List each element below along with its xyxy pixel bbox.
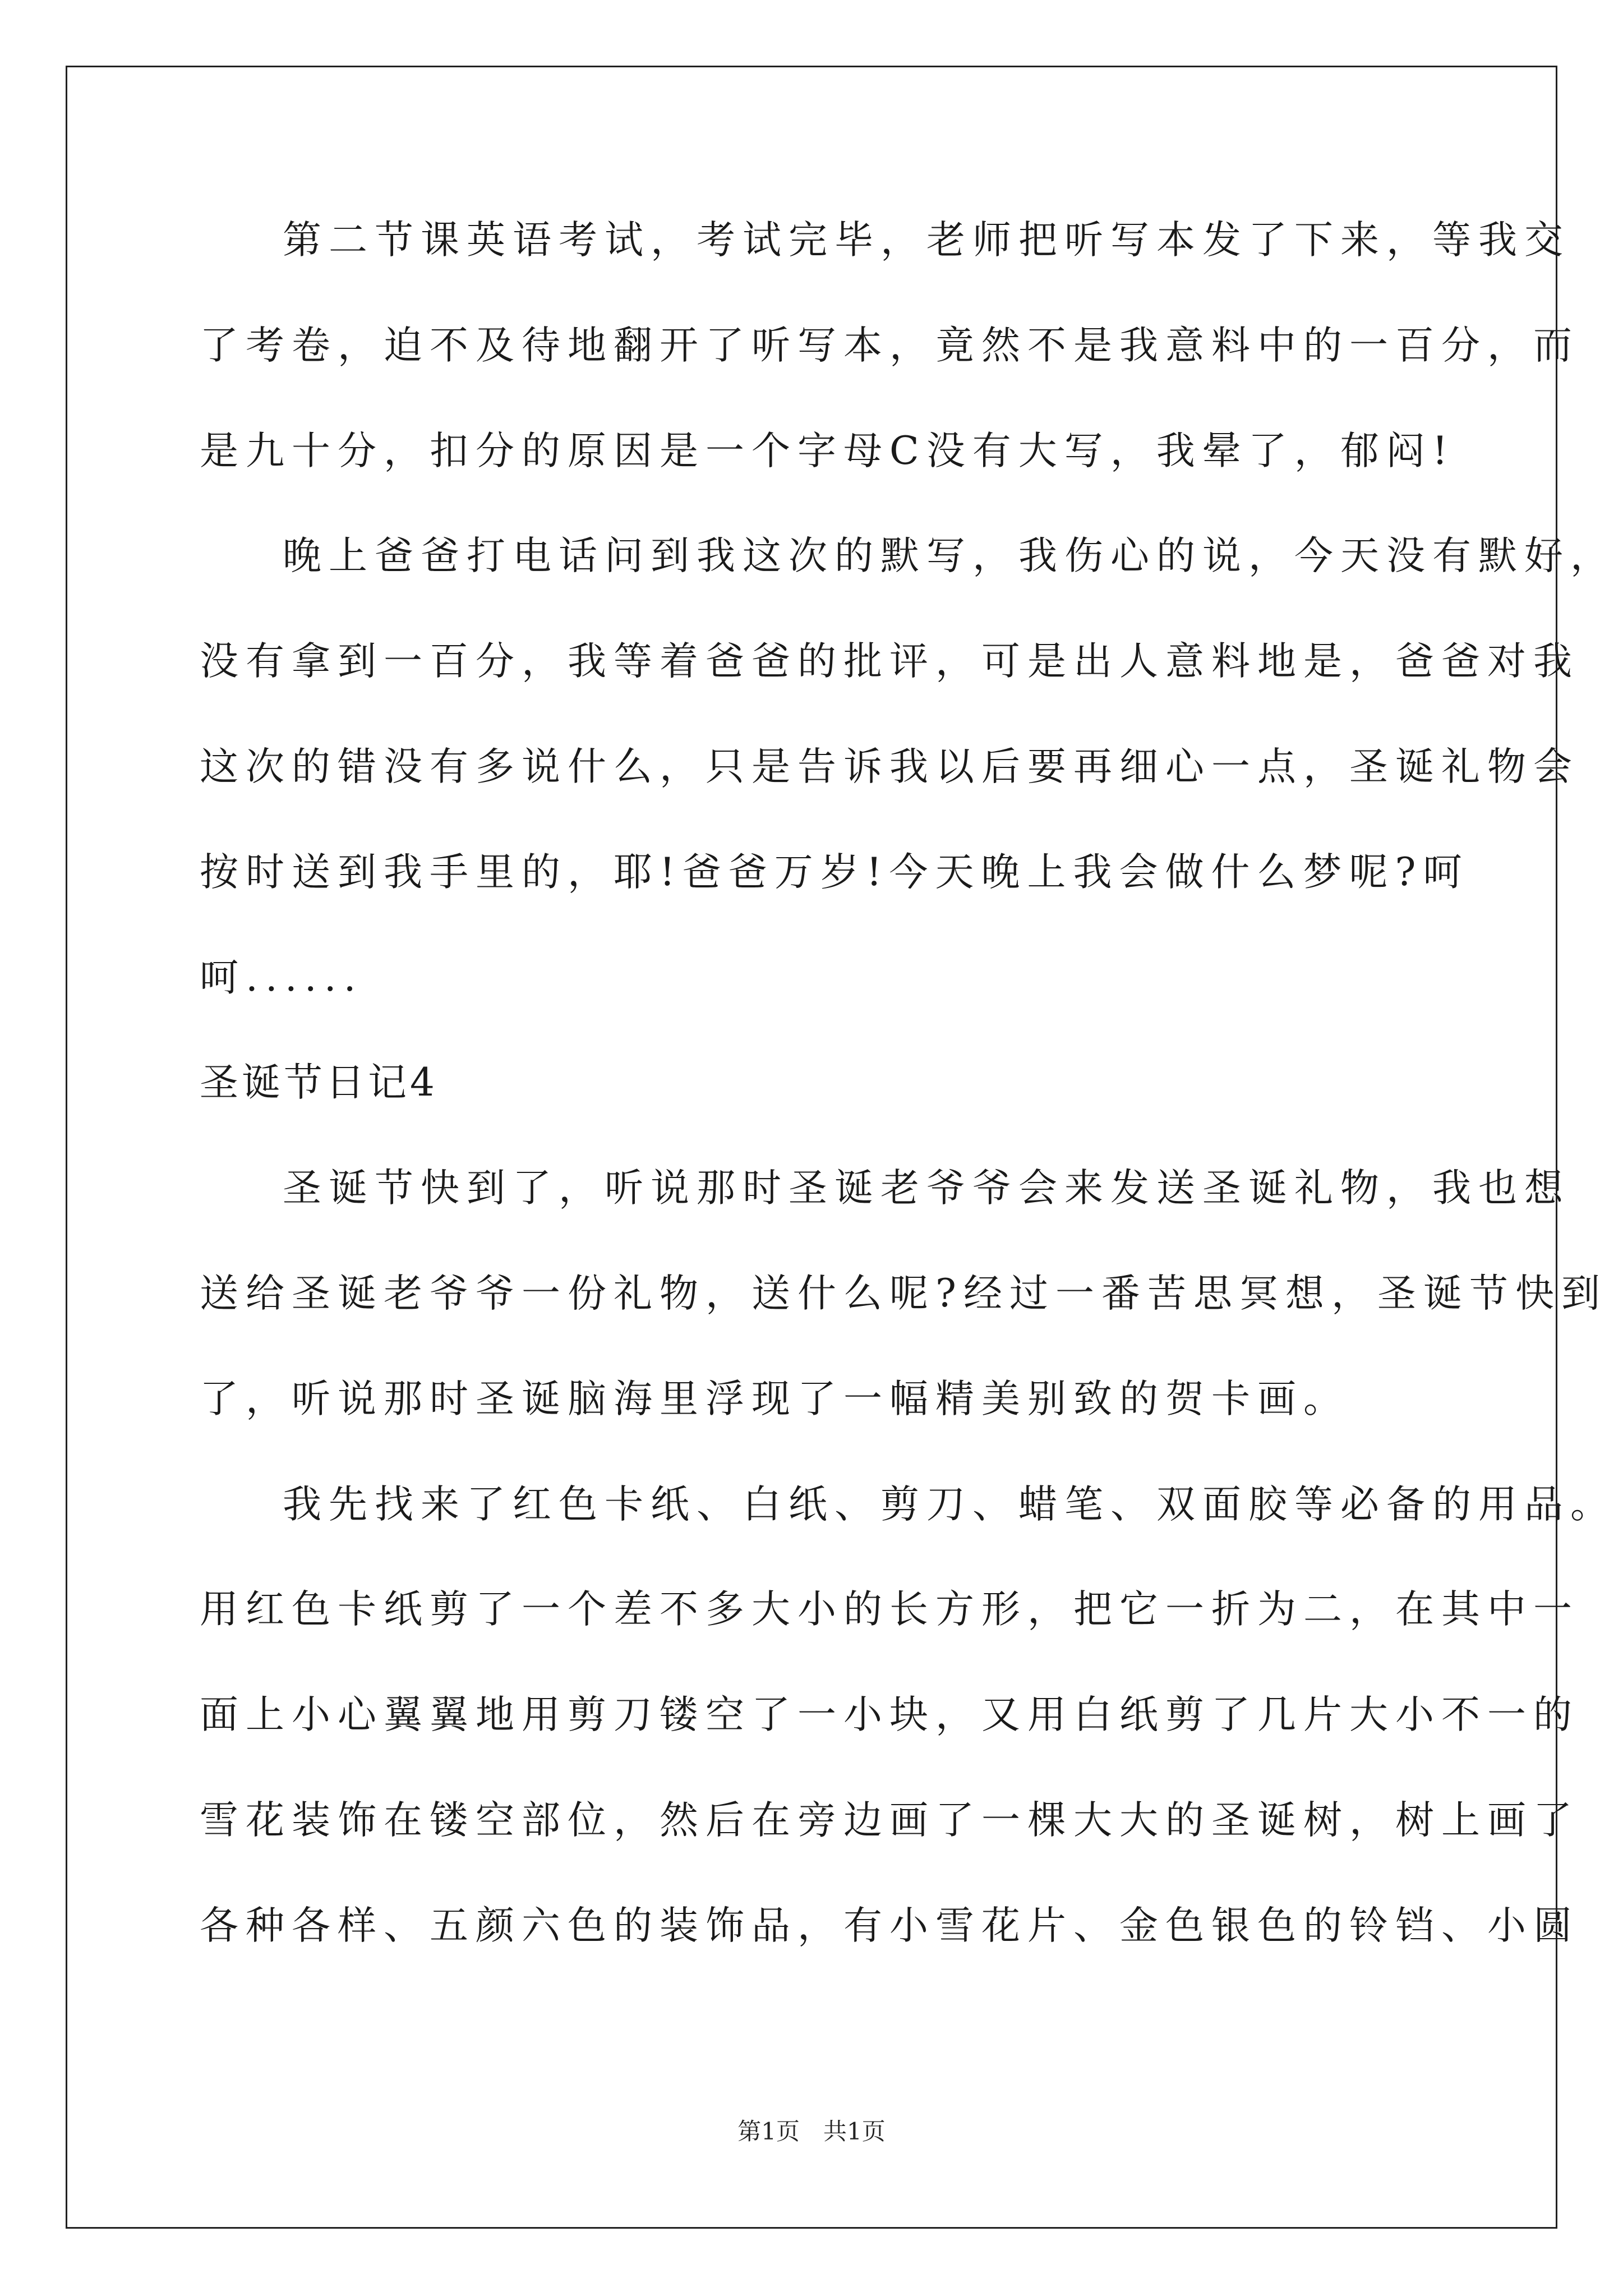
paragraph-4-line-3: 面上小心翼翼地用剪刀镂空了一小块，又用白纸剪了几片大小不一的 <box>200 1692 1579 1737</box>
paragraph-3-line-3: 了，听说那时圣诞脑海里浮现了一幅精美别致的贺卡画。 <box>200 1377 1349 1421</box>
page-number-footer: 第1页 共1页 <box>737 2118 886 2145</box>
paragraph-4-line-2: 用红色卡纸剪了一个差不多大小的长方形，把它一折为二，在其中一 <box>200 1587 1579 1632</box>
paragraph-2-line-4: 按时送到我手里的，耶!爸爸万岁!今天晚上我会做什么梦呢?呵 <box>200 850 1469 895</box>
paragraph-4-line-4: 雪花装饰在镂空部位，然后在旁边画了一棵大大的圣诞树，树上画了 <box>200 1798 1579 1843</box>
paragraph-1-line-2: 了考卷，迫不及待地翻开了听写本，竟然不是我意料中的一百分，而 <box>200 323 1579 368</box>
paragraph-2-line-5: 呵...... <box>200 955 363 1000</box>
paragraph-3-line-2: 送给圣诞老爷爷一份礼物，送什么呢?经过一番苦思冥想，圣诞节快到 <box>200 1271 1607 1316</box>
paragraph-2-line-3: 这次的错没有多说什么，只是告诉我以后要再细心一点，圣诞礼物会 <box>200 744 1579 789</box>
section-heading: 圣诞节日记4 <box>200 1060 438 1105</box>
paragraph-1-line-3: 是九十分，扣分的原因是一个字母C没有大写，我晕了，郁闷! <box>200 429 1455 473</box>
paragraph-4-line-5: 各种各样、五颜六色的装饰品，有小雪花片、金色银色的铃铛、小圆 <box>200 1903 1579 1948</box>
paragraph-2-line-1: 晚上爸爸打电话问到我这次的默写，我伤心的说，今天没有默好， <box>283 533 1616 578</box>
paragraph-1-line-1: 第二节课英语考试，考试完毕，老师把听写本发了下来，等我交 <box>283 218 1570 263</box>
paragraph-2-line-2: 没有拿到一百分，我等着爸爸的批评，可是出人意料地是，爸爸对我 <box>200 639 1579 684</box>
paragraph-4-line-1: 我先找来了红色卡纸、白纸、剪刀、蜡笔、双面胶等必备的用品。 <box>283 1482 1616 1527</box>
paragraph-3-line-1: 圣诞节快到了，听说那时圣诞老爷爷会来发送圣诞礼物，我也想 <box>283 1166 1570 1211</box>
